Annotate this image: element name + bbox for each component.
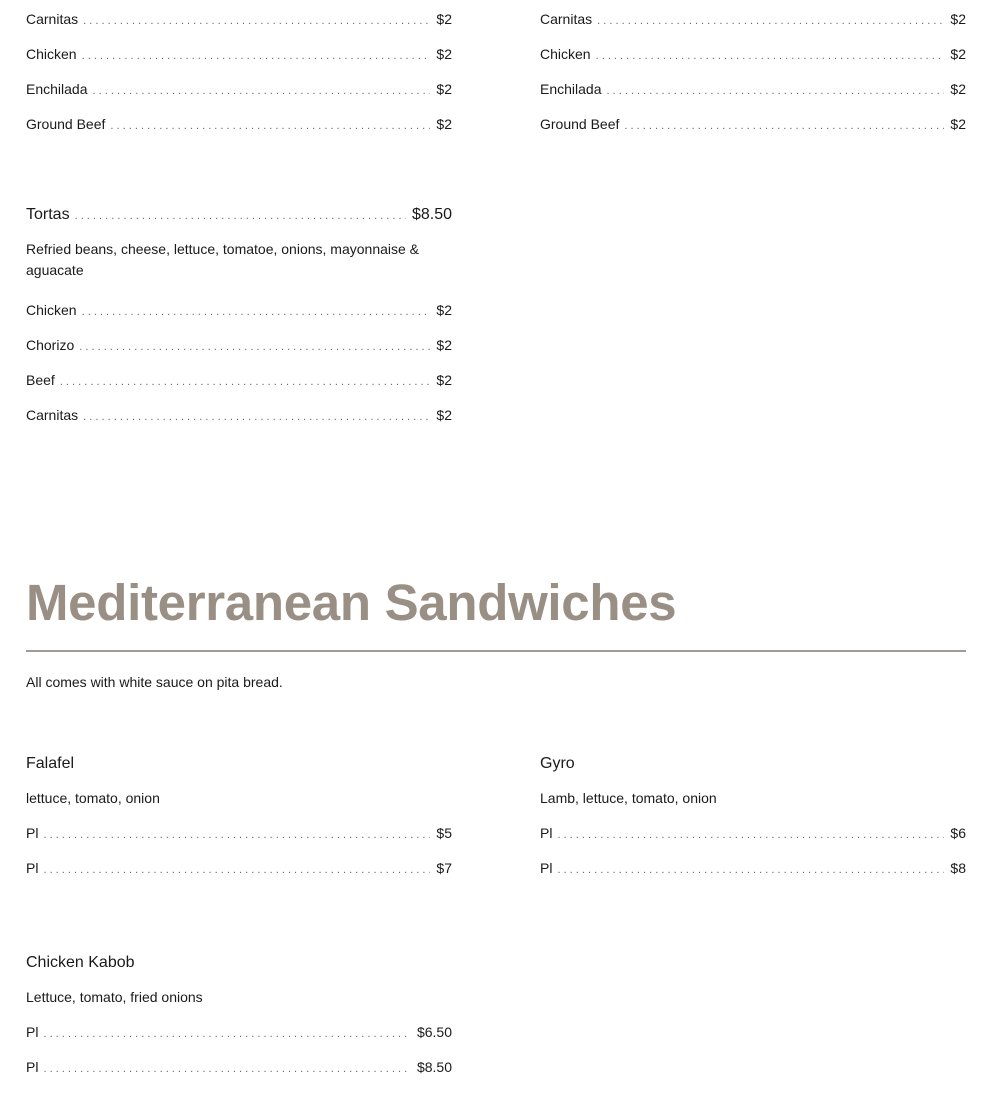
menu-row [540,816,966,851]
item-description: Refried beans, cheese, lettuce, tomatoe, onions, mayonnaise & aguacate [26,241,420,278]
item-description: Lettuce, tomato, fried onions [26,989,203,1005]
item-price: $2 [436,81,452,97]
dot-leader [43,1017,411,1052]
item-price: $6 [950,825,966,841]
menu-row [26,363,452,398]
top-left-price-list [26,2,452,142]
dot-leader [75,198,406,234]
menu-row [26,293,452,328]
tortas-title-row [26,197,452,233]
menu-row [26,72,452,107]
item-title: Falafel [26,755,75,772]
menu-row [26,37,452,72]
dot-leader [82,295,431,330]
item-title: Gyro [540,755,575,772]
menu-row [26,2,452,37]
item-price: $2 [950,11,966,27]
item-price: $2 [436,337,452,353]
tortas-item [26,197,452,433]
item-name: Carnitas [26,407,79,423]
dot-leader [43,818,430,853]
dot-leader [557,818,944,853]
dot-leader [82,39,431,74]
item-name: Pl [26,1059,39,1075]
item-price: $2 [436,407,452,423]
item-name: Chicken [540,46,591,62]
item-name: Beef [26,372,55,388]
item-title: Chicken Kabob [26,954,135,971]
item-name: Ground Beef [540,116,620,132]
item-price: $8.50 [416,1059,452,1075]
item-name: Pl [26,1024,39,1040]
item-price: $7 [436,860,452,876]
item-name: Carnitas [26,11,79,27]
dot-leader [83,400,430,435]
menu-row [540,2,966,37]
menu-row [26,851,452,886]
item-price: $8.50 [411,206,452,223]
item-price: $2 [436,302,452,318]
item-price: $2 [950,81,966,97]
menu-row [26,398,452,433]
gyro-item [540,746,966,886]
menu-row [540,37,966,72]
dot-leader [60,365,431,400]
item-price: $2 [436,372,452,388]
menu-row [26,107,452,142]
item-price: $2 [950,46,966,62]
item-name: Ground Beef [26,116,106,132]
menu-row [26,1050,452,1085]
item-price: $5 [436,825,452,841]
item-name: Carnitas [540,11,593,27]
item-description: lettuce, tomato, onion [26,790,160,806]
item-name: Chicken [26,302,77,318]
item-price: $2 [950,116,966,132]
item-price: $2 [436,46,452,62]
item-name: Pl [540,825,553,841]
menu-row [26,1015,452,1050]
dot-leader [83,4,430,39]
item-name: Pl [26,860,39,876]
item-name: Chicken [26,46,77,62]
item-description: Lamb, lettuce, tomato, onion [540,790,717,806]
menu-row [540,107,966,142]
chicken-kabob-item [26,945,452,1085]
section-title: Mediterranean Sandwiches [26,574,677,631]
item-name: Enchilada [26,81,88,97]
item-name: Enchilada [540,81,602,97]
item-price: $2 [436,116,452,132]
dot-leader [79,330,430,365]
item-price: $2 [436,11,452,27]
item-price: $6.50 [416,1024,452,1040]
dot-leader [607,74,945,109]
dot-leader [597,4,944,39]
item-name: Chorizo [26,337,75,353]
item-title: Tortas [26,206,70,223]
item-price: $8 [950,860,966,876]
menu-row [540,72,966,107]
item-name: Pl [540,860,553,876]
dot-leader [93,74,431,109]
menu-row [540,851,966,886]
menu-row [26,328,452,363]
item-name: Pl [26,825,39,841]
dot-leader [43,853,430,888]
section-description: All comes with white sauce on pita bread. [26,674,283,690]
dot-leader [596,39,945,74]
dot-leader [110,109,430,144]
dot-leader [557,853,944,888]
section-divider [26,650,966,652]
top-right-price-list [540,2,966,142]
menu-row [26,816,452,851]
falafel-item [26,746,452,886]
dot-leader [624,109,944,144]
dot-leader [43,1052,411,1087]
